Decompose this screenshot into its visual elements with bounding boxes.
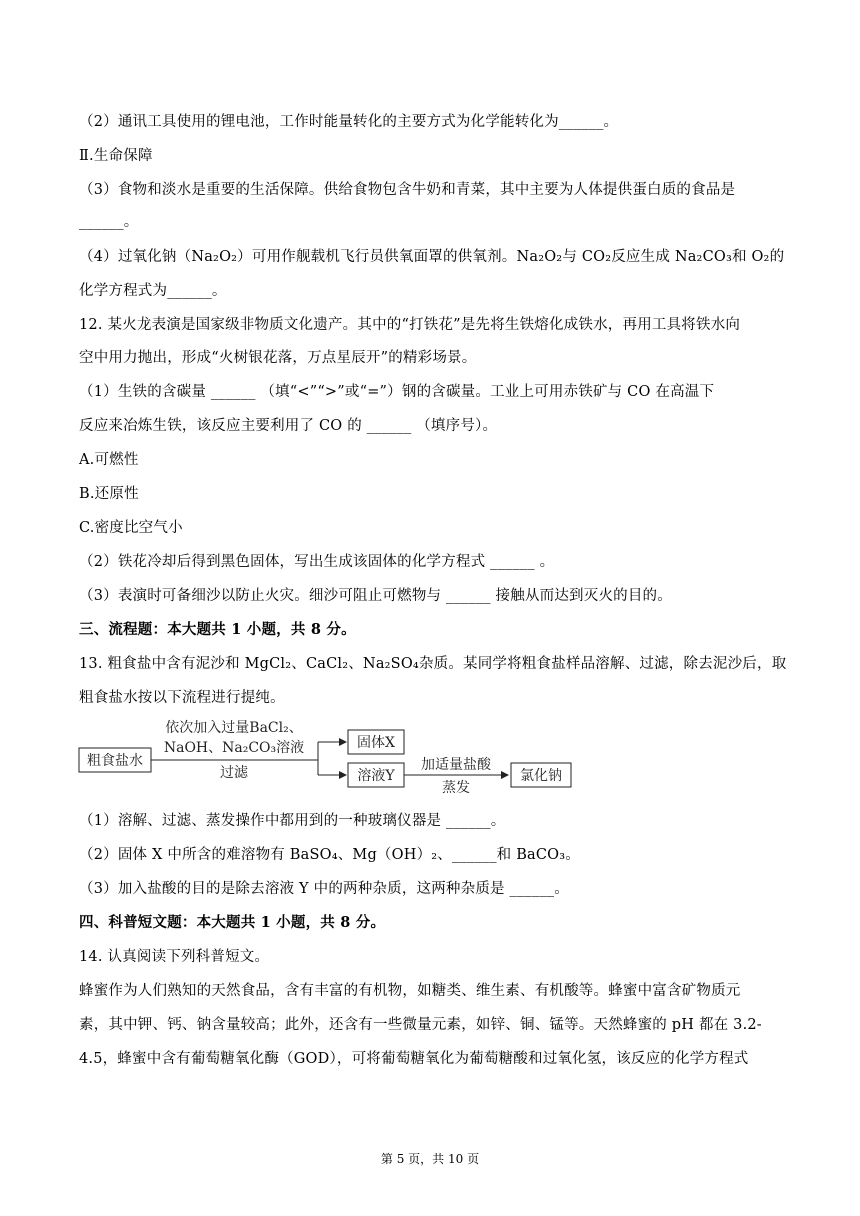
filter-label: 过滤	[220, 765, 248, 781]
q12-part2: （2）铁花冷却后得到黑色固体，写出生成该固体的化学方程式 ______ 。	[79, 554, 555, 570]
q13-part3: （3）加入盐酸的目的是除去溶液 Y 中的两种杂质，这两种杂质是 ______。	[79, 881, 569, 897]
q14-text-line3: 4.5，蜂蜜中含有葡萄糖氧化酶（GOD），可将葡萄糖氧化为葡萄糖酸和过氧化氢，该反应的化学方程式	[79, 1051, 749, 1067]
acid-label: 加适量盐酸	[421, 757, 491, 773]
q11-part4-line2: 化学方程式为______。	[79, 283, 227, 299]
reagent-label-line1: 依次加入过量BaCl₂、	[165, 720, 303, 736]
q13-part1: （1）溶解、过滤、蒸发操作中都用到的一种玻璃仪器是 ______。	[79, 813, 506, 829]
section4-title: 四、科普短文题：本大题共 1 小题，共 8 分。	[79, 914, 386, 931]
q12-option-b: B.还原性	[79, 486, 139, 502]
q13-part2: （2）固体 X 中所含的难溶物有 BaSO₄、Mg（OH）₂、______和 BaCO₃。	[79, 847, 580, 863]
q12-part1-line1: （1）生铁的含碳量 ______ （填“<”“>”或“=”）钢的含碳量。工业上可用赤铁矿与 CO 在高温下	[79, 384, 715, 400]
q11-part3-line1: （3）食物和淡水是重要的生活保障。供给食物包含牛奶和青菜，其中主要为人体提供蛋白质的食品是	[79, 182, 736, 198]
sodium-chloride-label: 氯化钠	[520, 768, 562, 784]
section-life-support: Ⅱ.生命保障	[79, 148, 153, 164]
q14-text-line2: 素，其中钾、钙、钠含量较高；此外，还含有一些微量元素，如锌、铜、锰等。天然蜂蜜的 pH 都在 3.2-	[79, 1017, 762, 1033]
q14-text-line1: 蜂蜜作为人们熟知的天然食品，含有丰富的有机物，如糖类、维生素、有机酸等。蜂蜜中富含矿物质元	[79, 983, 741, 999]
q12-option-a: A.可燃性	[79, 452, 139, 468]
solution-y-label: 溶液Y	[357, 768, 395, 784]
q13-intro-line1: 13. 粗食盐中含有泥沙和 MgCl₂、CaCl₂、Na₂SO₄杂质。某同学将粗食盐样品溶解、过滤，除去泥沙后，取	[79, 656, 787, 672]
q12-part1-line2: 反应来冶炼生铁，该反应主要利用了 CO 的 ______ （填序号）。	[79, 418, 498, 434]
q11-part4-line1: （4）过氧化钠（Na₂O₂）可用作舰载机飞行员供氧面罩的供氧剂。Na₂O₂与 CO₂反应生成 Na₂CO₃和 O₂的	[79, 249, 785, 265]
reagent-label-line2: NaOH、Na₂CO₃溶液	[163, 740, 305, 756]
crude-brine-label: 粗食盐水	[87, 753, 143, 769]
q12-intro-line1: 12. 某火龙表演是国家级非物质文化遗产。其中的“打铁花”是先将生铁熔化成铁水，再用工具将铁水向	[79, 317, 741, 333]
page-footer: 第 5 页，共 10 页	[380, 1152, 480, 1166]
section3-title: 三、流程题：本大题共 1 小题，共 8 分。	[79, 621, 356, 638]
q12-part3: （3）表演时可备细沙以防止火灾。细沙可阻止可燃物与 ______ 接触从而达到灭火的目的。	[79, 588, 672, 604]
solid-x-label: 固体X	[357, 735, 395, 751]
q12-option-c: C.密度比空气小	[79, 520, 183, 536]
q13-intro-line2: 粗食盐水按以下流程进行提纯。	[79, 690, 285, 706]
q14-intro: 14. 认真阅读下列科普短文。	[79, 949, 270, 965]
evaporate-label: 蒸发	[442, 780, 470, 796]
q11-part3-line2: ______。	[79, 214, 139, 230]
q12-intro-line2: 空中用力抛出，形成“火树银花落，万点星辰开”的精彩场景。	[79, 350, 477, 366]
q11-part2: （2）通讯工具使用的锂电池，工作时能量转化的主要方式为化学能转化为______。	[79, 114, 619, 130]
